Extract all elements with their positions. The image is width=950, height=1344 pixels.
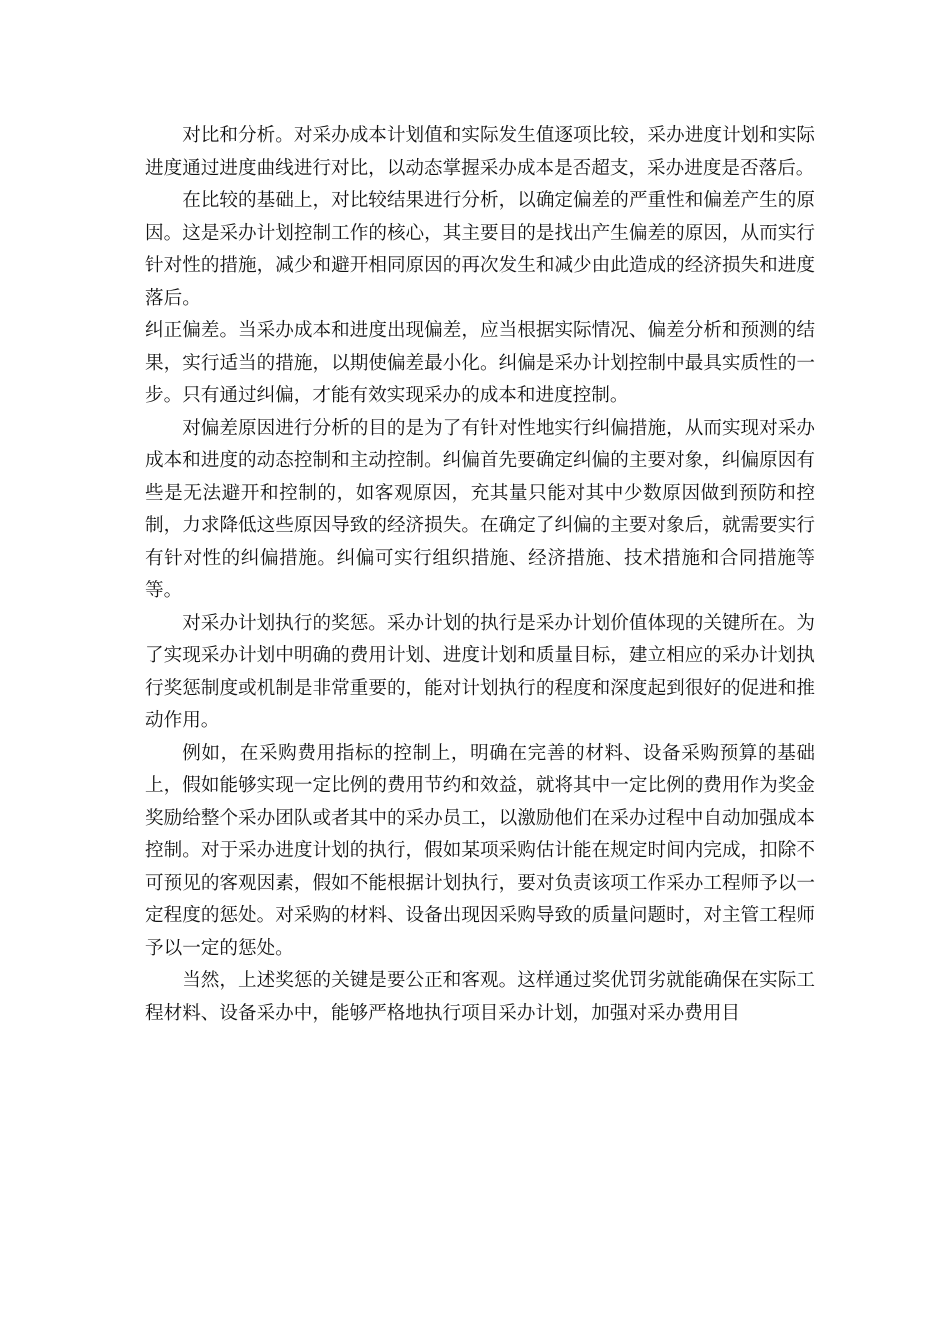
paragraph-correction-measures: 对偏差原因进行分析的目的是为了有针对性地实行纠偏措施，从而实现对采办成本和进度的动态控制和主动控制。纠偏首先要确定纠偏的主要对象，纠偏原因有些是无法避开和控制的，如客观原因，充其量只能对其中少数原因做到预防和控制，力求降低这些原因导致的经济损失。在确定了纠偏的主要对象后，就需要实行有针对性的纠偏措施。纠偏可实行组织措施、经济措施、技术措施和合同措施等等。 (145, 417, 815, 601)
paragraph-deviation-analysis: 在比较的基础上，对比较结果进行分析，以确定偏差的严重性和偏差产生的原因。这是采办计划控制工作的核心，其主要目的是找出产生偏差的原因，从而实行针对性的措施，减少和避开相同原因的再次发生和减少由此造成的经济损失和进度落后。 (145, 190, 815, 309)
paragraph-rewards-penalties: 对采办计划执行的奖惩。采办计划的执行是采办计划价值体现的关键所在。为了实现采办计划中明确的费用计划、进度计划和质量目标，建立相应的采办计划执行奖惩制度或机制是非常重要的，能对计划执行的程度和深度起到很好的促进和推动作用。 (145, 612, 815, 731)
paragraph-example: 例如，在采购费用指标的控制上，明确在完善的材料、设备采购预算的基础上，假如能够实现一定比例的费用节约和效益，就将其中一定比例的费用作为奖金奖励给整个采办团队或者其中的采办员工，以激励他们在采办过程中自动加强成本控制。对于采办进度计划的执行，假如某项采购估计能在规定时间内完成，扣除不可预见的客观因素，假如不能根据计划执行，要对负责该项工作采办工程师予以一定程度的惩处。对采购的材料、设备出现因采购导致的质量问题时，对主管工程师予以一定的惩处。 (145, 742, 815, 959)
paragraph-fairness: 当然，上述奖惩的关键是要公正和客观。这样通过奖优罚劣就能确保在实际工程材料、设备采办中，能够严格地执行项目采办计划，加强对采办费用目 (145, 970, 815, 1024)
paragraph-correct-deviation: 纠正偏差。当采办成本和进度出现偏差，应当根据实际情况、偏差分析和预测的结果，实行适当的措施，以期使偏差最小化。纠偏是采办计划控制中最具实质性的一步。只有通过纠偏，才能有效实现采办的成本和进度控制。 (145, 320, 815, 406)
document-body (145, 120, 815, 1030)
paragraph-comparison-analysis: 对比和分析。对采办成本计划值和实际发生值逐项比较，采办进度计划和实际进度通过进度曲线进行对比，以动态掌握采办成本是否超支，采办进度是否落后。 (145, 125, 815, 179)
